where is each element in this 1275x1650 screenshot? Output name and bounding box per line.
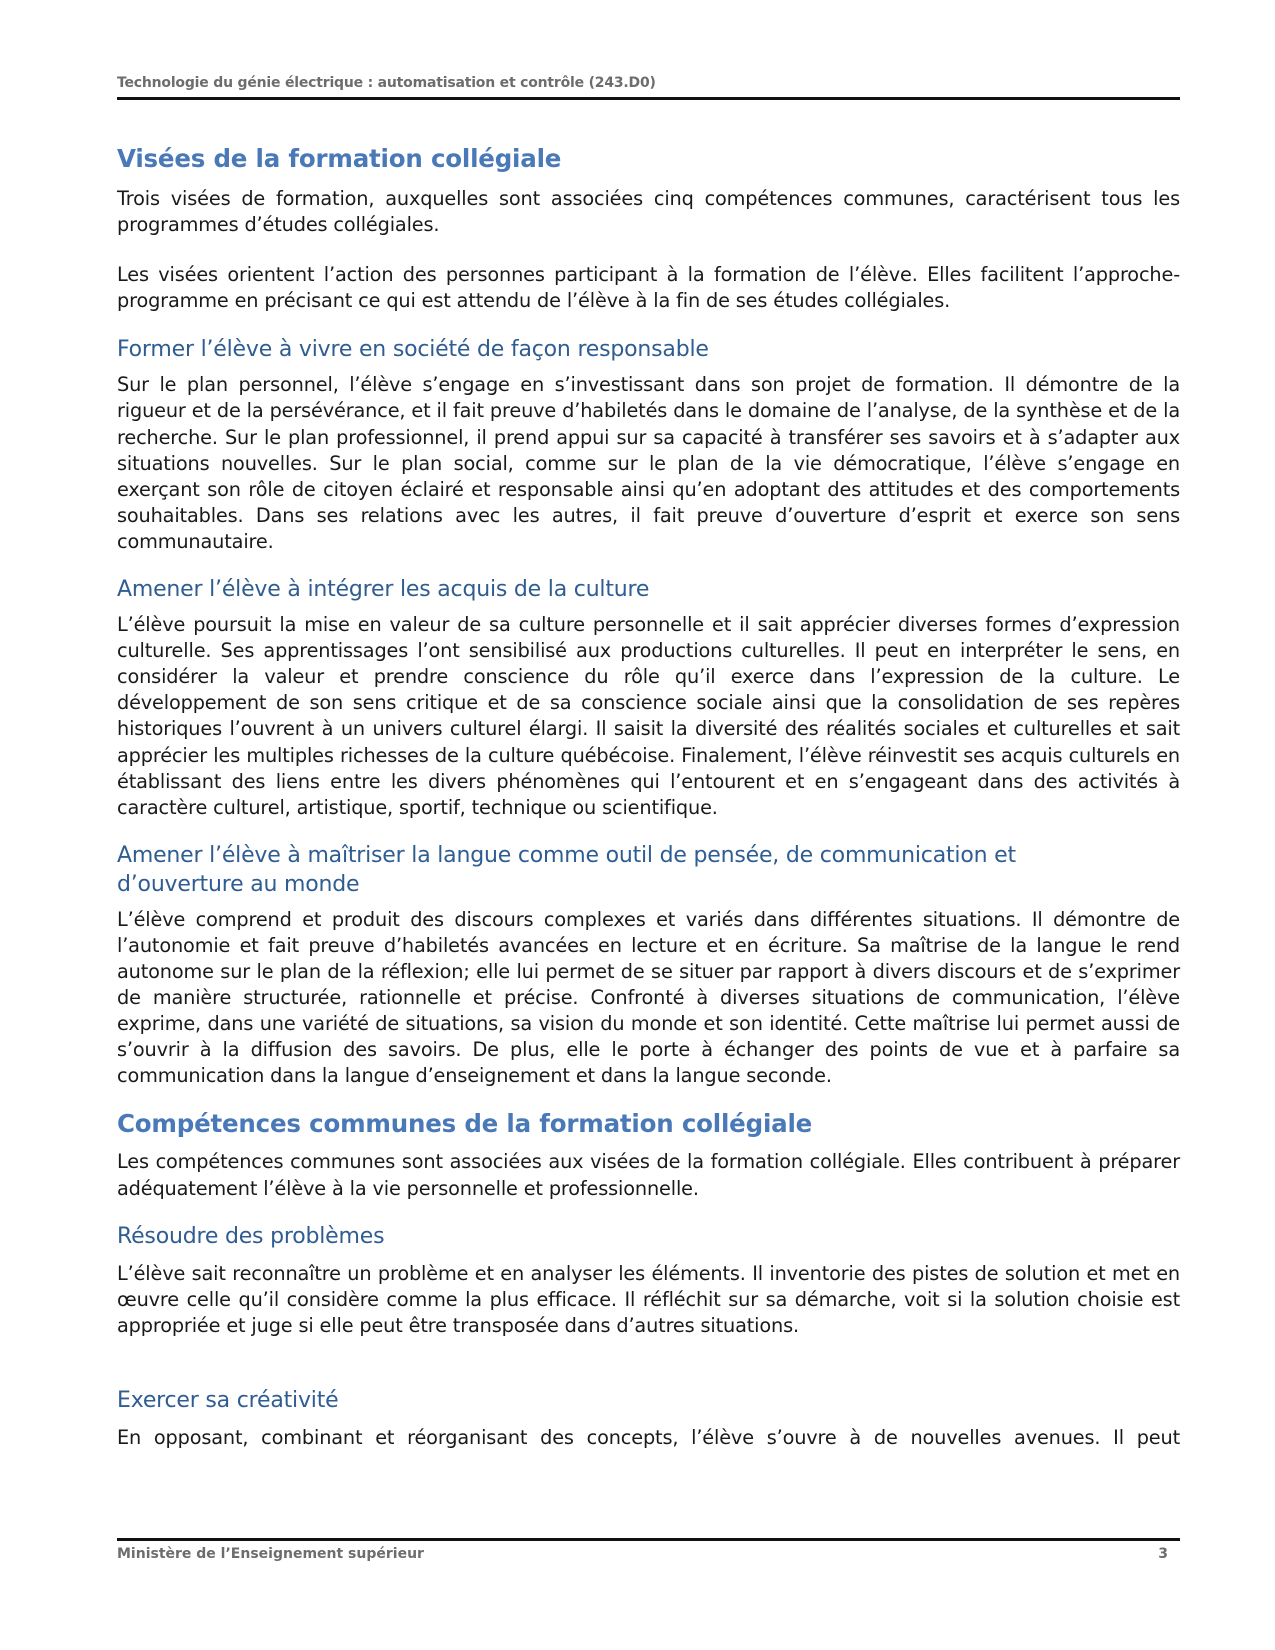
paragraph: Les compétences communes sont associées aux visées de la formation collégiale. Elles contribuent à préparer adéquatement l’élève à la vie personnelle et professionnelle. <box>117 1150 1180 1200</box>
paragraph: L’élève comprend et produit des discours complexes et variés dans différentes situations. Il démontre de l’autonomie et fait preuve d’habiletés avancées en lecture et en écriture. Sa maîtrise de la langue le rend autonome sur le plan de la réflexion; elle lui permet de se situer par rapport à divers discours et de s’exprimer de manière structurée, rationnelle et précise. Confronté à diverses situations de communication, l’élève exprime, dans une variété de situations, sa vision du monde et son identité. Cette maîtrise lui permet aussi de s’ouvrir à la diffusion des savoirs. De plus, elle le porte à échanger des points de vue et à parfaire sa communication dans la langue d’enseignement et dans la langue seconde. <box>117 907 1180 1088</box>
paragraph: Les visées orientent l’action des personnes participant à la formation de l’élève. Elles facilitent l’approche-programme en précisant ce qui est attendu de l’élève à la fin de ses études collégiales. <box>117 263 1180 313</box>
section-title-competences: Compétences communes de la formation collégiale <box>117 1109 813 1139</box>
footer-ministry: Ministère de l’Enseignement supérieur <box>117 1546 424 1562</box>
page-footer <box>117 1538 1180 1562</box>
subsection-title-societe: Former l’élève à vivre en société de façon responsable <box>117 337 709 363</box>
header-title: Technologie du génie électrique : automatisation et contrôle (243.D0) <box>117 75 656 91</box>
paragraph: L’élève poursuit la mise en valeur de sa culture personnelle et il sait apprécier diverses formes d’expression culturelle. Ses apprentissages l’ont sensibilisé aux productions culturelles. Il peut en interpréter le sens, en considérer la valeur et prendre conscience du rôle qu’il exerce dans l’expression de la culture. Le développement de son sens critique et de sa conscience sociale ainsi que la consolidation de ses repères historiques l’ouvrent à un univers culturel élargi. Il saisit la diversité des réalités sociales et culturelles et sait apprécier les multiples richesses de la culture québécoise. Finalement, l’élève réinvestit ses acquis culturels en établissant des liens entre les divers phénomènes qui l’entourent et en s’engageant dans des activités à caractère culturel, artistique, sportif, technique ou scientifique. <box>117 613 1180 819</box>
paragraph: Trois visées de formation, auxquelles sont associées cinq compétences communes, caractérisent tous les programmes d’études collégiales. <box>117 187 1180 237</box>
subsection-title-creativite: Exercer sa créativité <box>117 1387 339 1413</box>
section-title-visees: Visées de la formation collégiale <box>117 144 562 173</box>
page-header <box>117 72 1180 100</box>
subsection-title-langue: Amener l’élève à maîtriser la langue comme outil de pensée, de communication et d’ouverture au monde <box>117 842 1016 897</box>
paragraph: Sur le plan personnel, l’élève s’engage en s’investissant dans son projet de formation. Il démontre de la rigueur et de la persévérance, et il fait preuve d’habiletés dans le domaine de l’analyse, de la synthèse et de la recherche. Sur le plan professionnel, il prend appui sur sa capacité à transférer ses savoirs et à s’adapter aux situations nouvelles. Sur le plan social, comme sur le plan de la vie démocratique, l’élève s’engage en exerçant son rôle de citoyen éclairé et responsable ainsi qu’en adoptant des attitudes et des comportements souhaitables. Dans ses relations avec les autres, il fait preuve d’ouverture d’esprit et exerce son sens communautaire. <box>117 373 1180 553</box>
page-number: 3 <box>1158 1546 1168 1562</box>
subsection-title-problemes: Résoudre des problèmes <box>117 1223 385 1249</box>
paragraph: En opposant, combinant et réorganisant des concepts, l’élève s’ouvre à de nouvelles avenues. Il peut <box>117 1425 1180 1449</box>
document-body <box>117 142 1180 1451</box>
paragraph: L’élève sait reconnaître un problème et en analyser les éléments. Il inventorie des pistes de solution et met en œuvre celle qu’il considère comme la plus efficace. Il réfléchit sur sa démarche, voit si la solution choisie est appropriée et juge si elle peut être transposée dans d’autres situations. <box>117 1261 1180 1337</box>
subsection-title-culture: Amener l’élève à intégrer les acquis de la culture <box>117 577 650 603</box>
